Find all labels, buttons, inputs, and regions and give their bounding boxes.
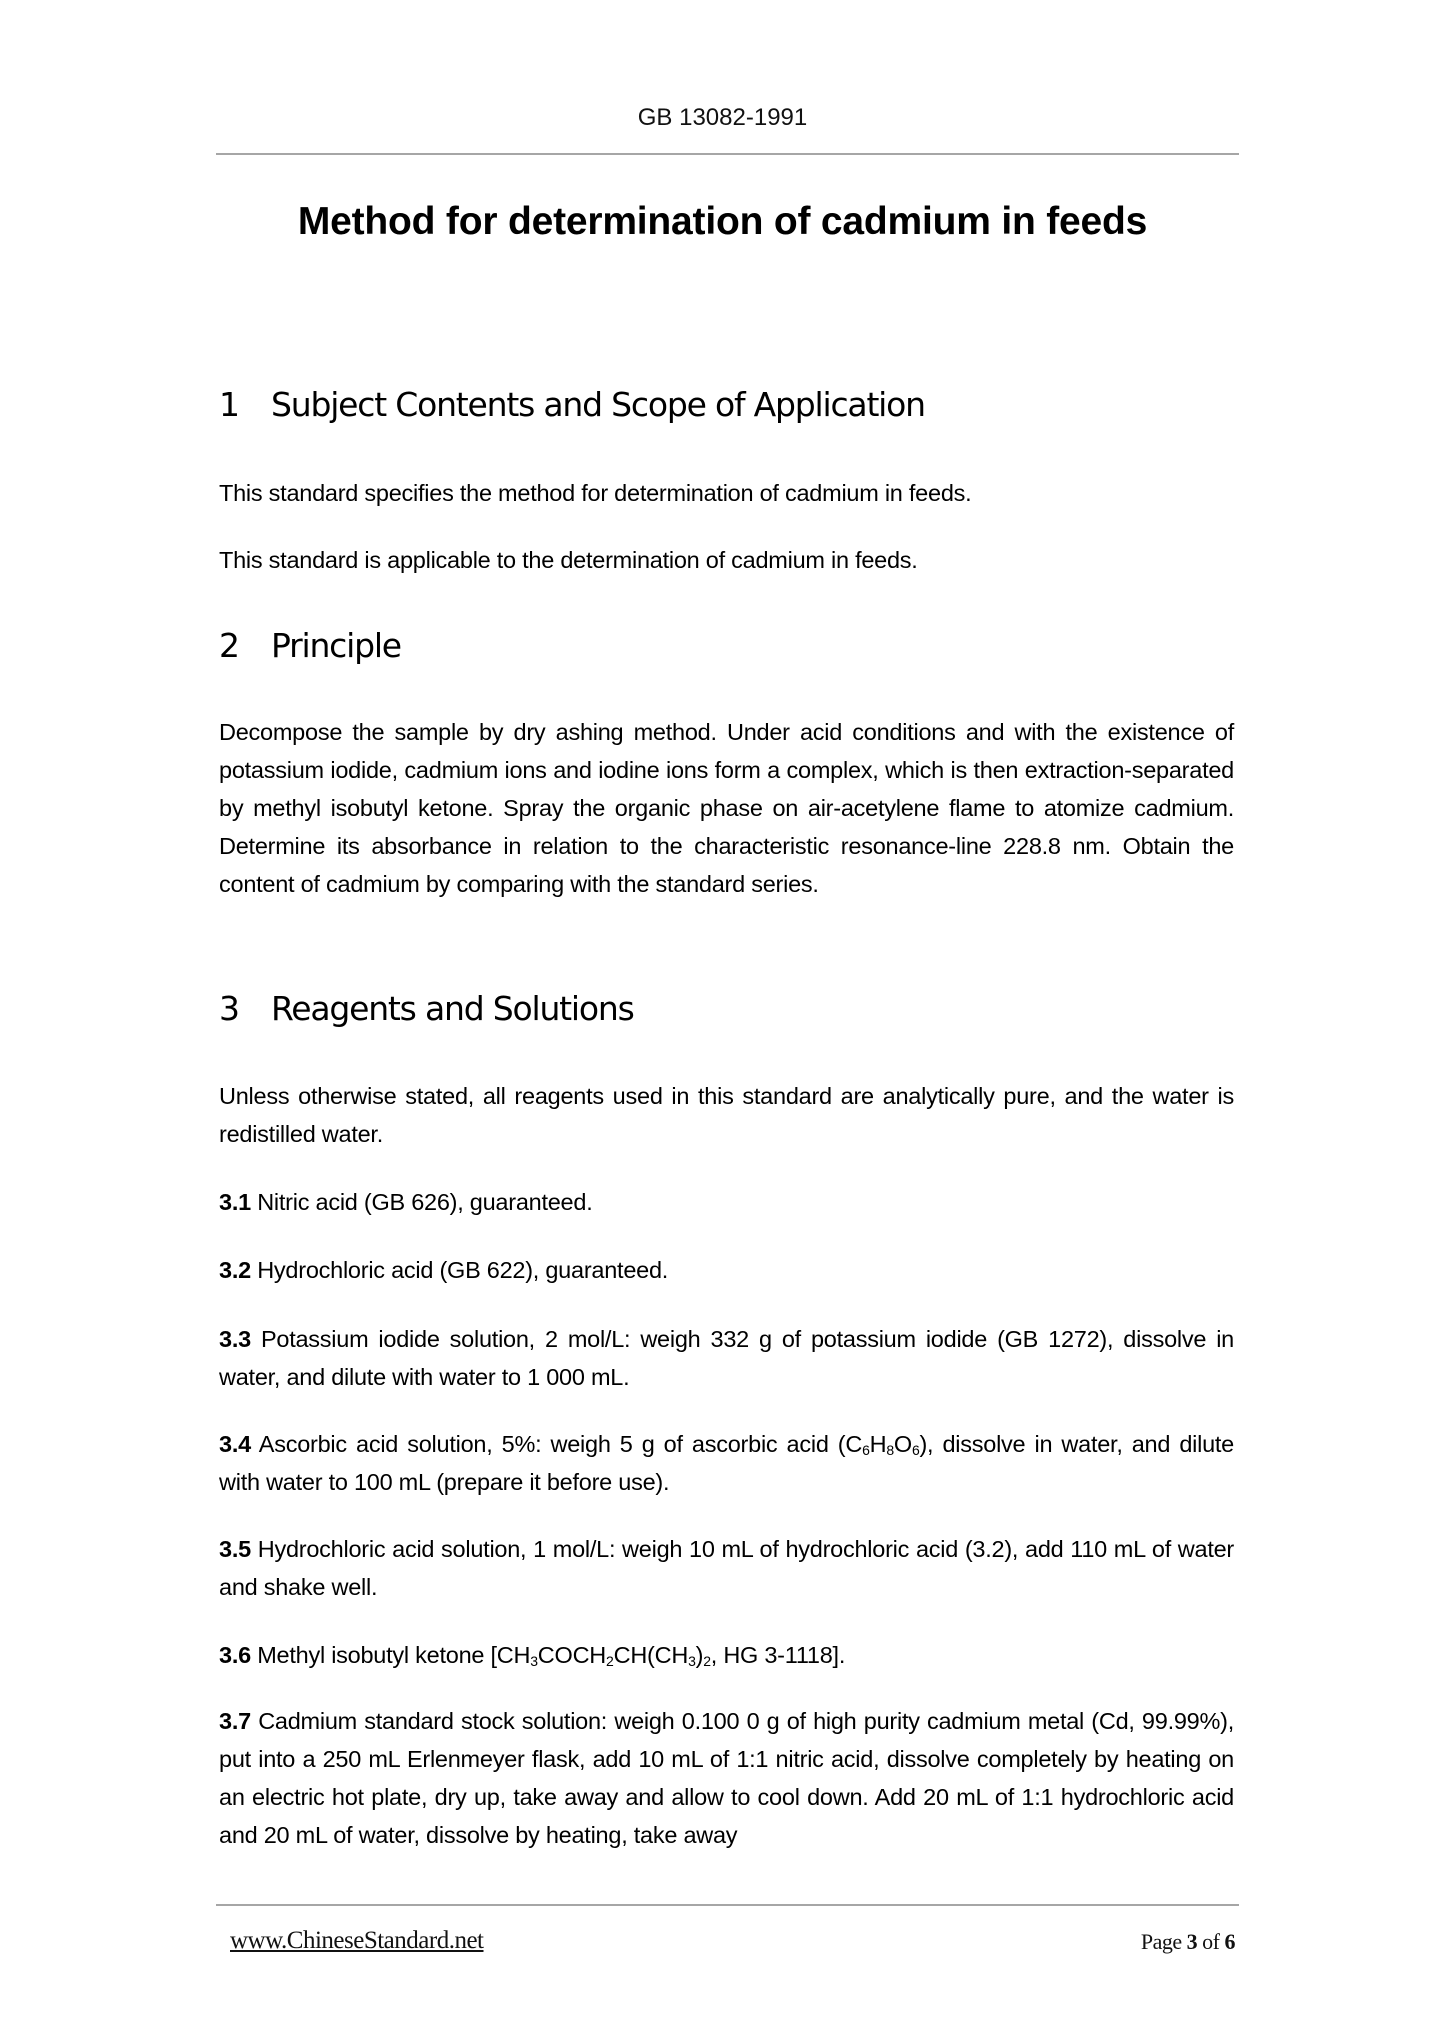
item-number: 3.2 — [219, 1257, 251, 1283]
reagent-item-3-4 — [219, 1425, 1234, 1501]
header-rule — [216, 153, 1239, 155]
footer-rule — [216, 1904, 1239, 1906]
reagent-item-3-1 — [219, 1183, 1234, 1221]
item-text: Cadmium standard stock solution: weigh 0.100 0 g of high purity cadmium metal (Cd, 99.99%), put into a 250 mL Erlenmeyer flask, add 10 mL of 1:1 nitric acid, dissolve completely by heating on an electric hot plate, dry up, take away and allow to cool down. Add 20 mL of 1:1 hydrochloric acid and 20 mL of water, dissolve by heating, take away — [219, 1708, 1234, 1848]
principle-paragraph: Decompose the sample by dry ashing method. Under acid conditions and with the existence of potassium iodide, cadmium ions and iodine ions form a complex, which is then extraction-separated by methyl isobutyl ketone. Spray the organic phase on air-acetylene flame to atomize cadmium. Determine its absorbance in relation to the characteristic resonance-line 228.8 nm. Obtain the content of cadmium by comparing with the standard series. — [219, 719, 1234, 897]
item-text-before: Methyl isobutyl ketone [ — [257, 1642, 497, 1668]
item-number: 3.5 — [219, 1536, 251, 1562]
page-indicator — [1141, 1929, 1235, 1955]
reagent-item-3-6 — [219, 1636, 1234, 1674]
formula-element: H — [869, 1431, 887, 1457]
document-title: Method for determination of cadmium in feeds — [297, 200, 1148, 243]
formula-element: O — [893, 1431, 912, 1457]
section-title: Reagents and Solutions — [271, 989, 634, 1028]
section-2-heading — [219, 626, 401, 665]
page-label: Page — [1140, 1929, 1182, 1954]
item-number: 3.7 — [219, 1708, 251, 1734]
section-title: Subject Contents and Scope of Application — [271, 385, 925, 424]
item-text: Hydrochloric acid solution, 1 mol/L: weigh 10 mL of hydrochloric acid (3.2), add 110 mL of water and shake well. — [219, 1536, 1234, 1600]
item-text-after: , HG 3-1118]. — [710, 1642, 846, 1668]
website-link[interactable]: www.ChineseStandard.net — [230, 1927, 484, 1954]
total-pages: 6 — [1224, 1929, 1235, 1954]
item-text-after: ), dissolve in water, and dilute with water to 100 mL (prepare it before use). — [219, 1431, 1234, 1495]
reagent-item-3-2 — [219, 1251, 1234, 1289]
subscript: 6 — [911, 1442, 920, 1458]
item-number: 3.3 — [219, 1326, 251, 1352]
page-of-label: of — [1202, 1929, 1220, 1954]
section-number: 2 — [219, 626, 239, 665]
reagents-intro: Unless otherwise stated, all reagents used in this standard are analytically pure, and the water is redistilled water. — [219, 1083, 1234, 1147]
paragraph: This standard specifies the method for determination of cadmium in feeds. — [219, 480, 972, 506]
current-page: 3 — [1186, 1929, 1198, 1954]
paragraph: This standard is applicable to the determination of cadmium in feeds. — [219, 547, 918, 573]
item-number: 3.4 — [219, 1431, 251, 1457]
standard-code-header: GB 13082-1991 — [637, 104, 808, 131]
reagent-item-3-7 — [219, 1702, 1234, 1854]
subscript: 8 — [886, 1442, 894, 1458]
subscript: 6 — [862, 1442, 870, 1458]
item-number: 3.6 — [219, 1642, 251, 1668]
section-title: Principle — [271, 626, 401, 665]
item-number: 3.1 — [219, 1189, 251, 1215]
section-3-heading — [219, 989, 634, 1028]
reagent-item-3-3 — [219, 1320, 1234, 1396]
item-text: Hydrochloric acid (GB 622), guaranteed. — [257, 1257, 669, 1283]
item-text: Potassium iodide solution, 2 mol/L: weigh 332 g of potassium iodide (GB 1272), dissolve in water, and dilute with water to 1 000 mL. — [219, 1326, 1234, 1390]
item-text-before: Ascorbic acid solution, 5%: weigh 5 g of ascorbic acid (C — [258, 1431, 863, 1457]
section-number: 3 — [219, 989, 239, 1028]
section-number: 1 — [219, 385, 239, 424]
section-1-heading — [219, 385, 925, 424]
reagent-item-3-5 — [219, 1530, 1234, 1606]
chemical-formula: $CH_3COCH_2CH(CH_3)_2$ — [496, 1642, 711, 1669]
item-text: Nitric acid (GB 626), guaranteed. — [257, 1189, 593, 1215]
